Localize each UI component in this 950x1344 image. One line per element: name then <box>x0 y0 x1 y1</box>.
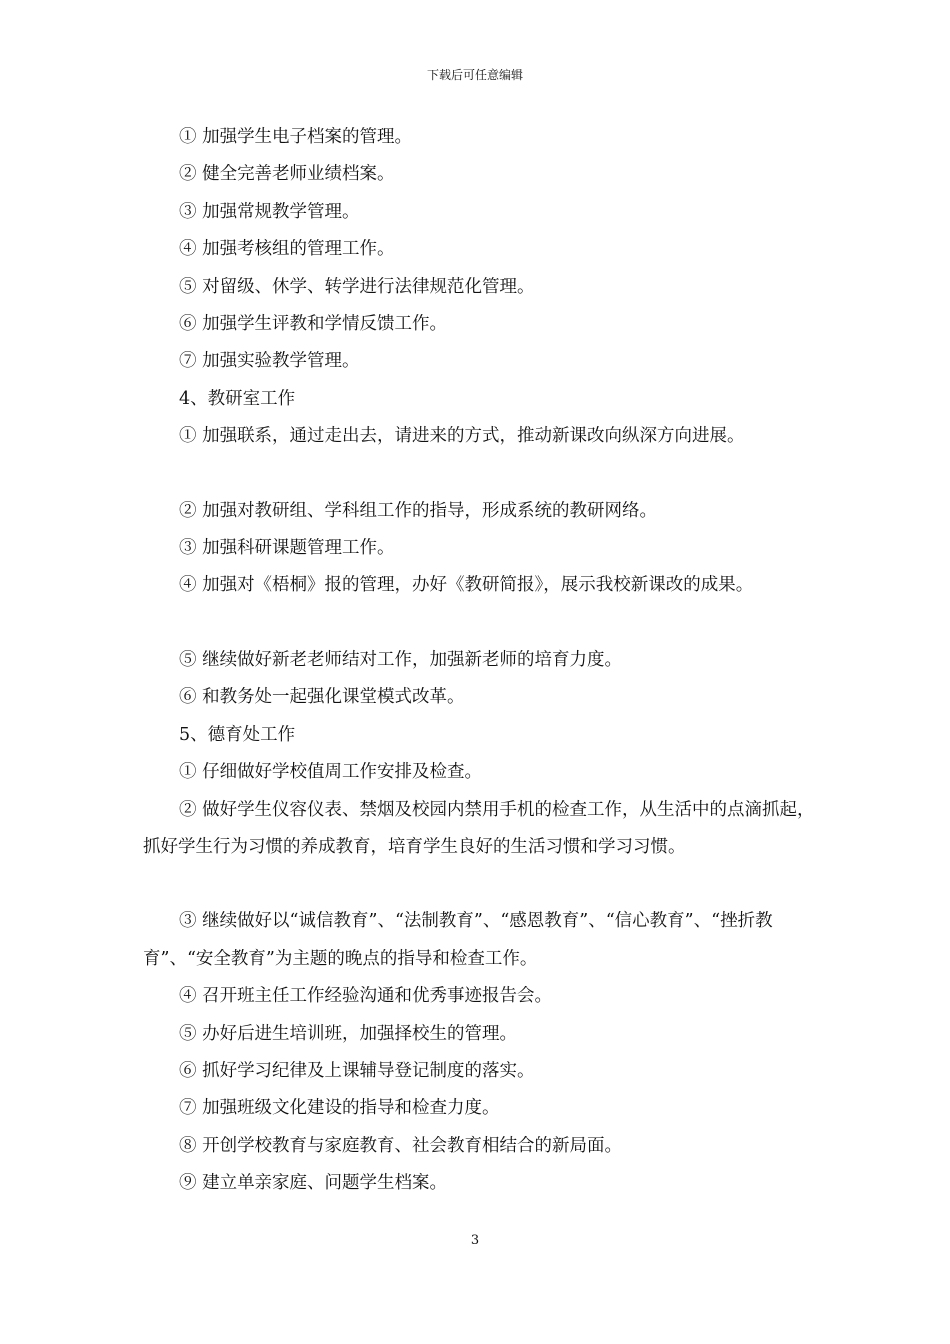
paragraph: ④ 加强考核组的管理工作。 <box>179 239 395 260</box>
paragraph: ⑨ 建立单亲家庭、问题学生档案。 <box>179 1173 448 1194</box>
document-body <box>143 119 823 1203</box>
paragraph: ② 健全完善老师业绩档案。 <box>179 164 395 185</box>
paragraph: ⑥ 抓好学习纪律及上课辅导登记制度的落实。 <box>179 1060 535 1081</box>
paragraph: ② 加强对教研组、学科组工作的指导，形成系统的教研网络。 <box>179 500 658 521</box>
page-number: 3 <box>470 1233 480 1248</box>
paragraph: ③ 加强科研课题管理工作。 <box>179 538 395 559</box>
paragraph: ④ 加强对《梧桐》报的管理，办好《教研简报》，展示我校新课改的成果。 <box>179 575 754 596</box>
paragraph: ③ 继续做好以“诚信教育”、“法制教育”、“感恩教育”、“信心教育”、“挫折教育”、“安全教育”为主题的晚点的指导和检查工作。 <box>143 911 773 969</box>
paragraph: ⑦ 加强班级文化建设的指导和检查力度。 <box>179 1098 500 1119</box>
paragraph: ① 仔细做好学校值周工作安排及检查。 <box>179 762 483 783</box>
paragraph: ⑤ 对留级、休学、转学进行法律规范化管理。 <box>179 276 535 297</box>
paragraph: ⑥ 加强学生评教和学情反馈工作。 <box>179 314 448 335</box>
section-heading: 5、德育处工作 <box>179 724 296 745</box>
paragraph: ⑤ 办好后进生培训班，加强择校生的管理。 <box>179 1023 518 1044</box>
page-header: 下载后可任意编辑 <box>426 68 523 82</box>
paragraph: ⑤ 继续做好新老老师结对工作，加强新老师的培育力度。 <box>179 649 623 670</box>
paragraph: ⑥ 和教务处一起强化课堂模式改革。 <box>179 687 465 708</box>
paragraph: ② 做好学生仪容仪表、禁烟及校园内禁用手机的检查工作，从生活中的点滴抓起，抓好学生行为习惯的养成教育，培育学生良好的生活习惯和学习习惯。 <box>143 799 815 857</box>
paragraph: ④ 召开班主任工作经验沟通和优秀事迹报告会。 <box>179 986 553 1007</box>
section-heading: 4、教研室工作 <box>179 388 296 409</box>
paragraph: ③ 加强常规教学管理。 <box>179 201 360 222</box>
paragraph: ⑧ 开创学校教育与家庭教育、社会教育相结合的新局面。 <box>179 1135 623 1156</box>
paragraph: ⑦ 加强实验教学管理。 <box>179 351 360 372</box>
paragraph: ① 加强学生电子档案的管理。 <box>179 127 413 147</box>
paragraph: ① 加强联系，通过走出去，请进来的方式，推动新课改向纵深方向进展。 <box>179 426 745 447</box>
